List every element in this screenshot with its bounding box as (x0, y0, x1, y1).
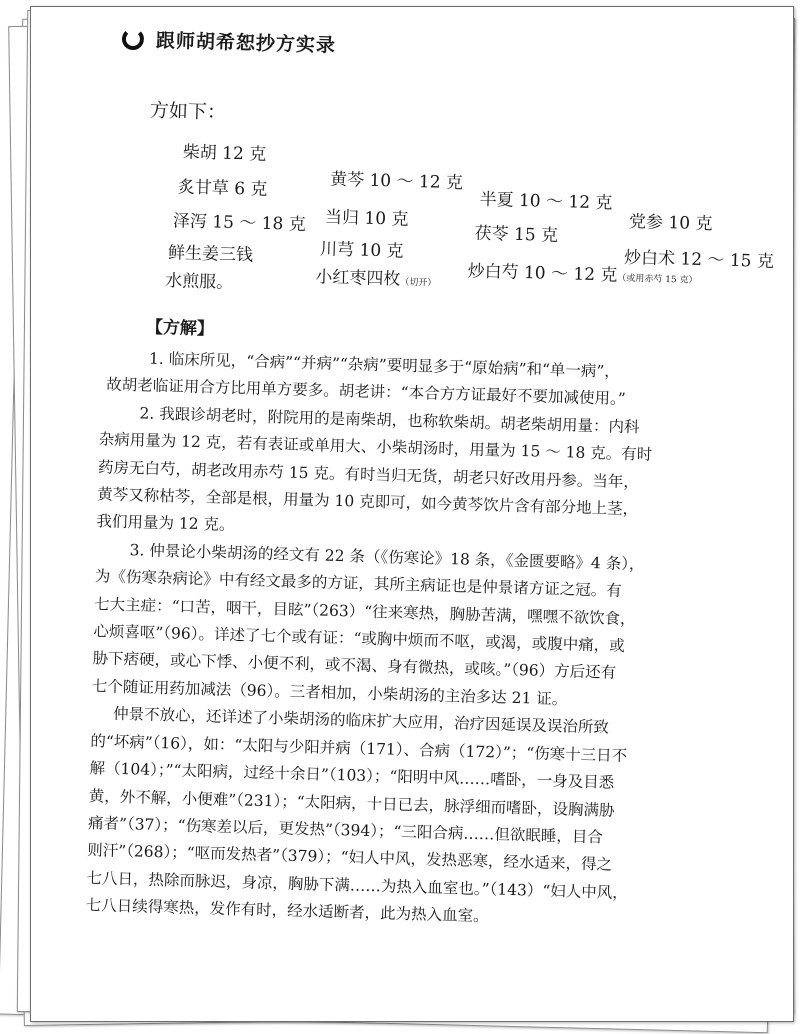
text-line: 2. 我跟诊胡老时，附院用的是南柴胡，也称软柴胡。胡老柴胡用量：内科 (139, 404, 640, 437)
section-heading: 【方解】 (145, 317, 215, 340)
text-line: 的“坏病”（16），如：“太阳与少阳并病（171）、合病（172）”；“伤寒十三日不 (90, 731, 628, 765)
herb-item: 鲜生姜三钱 (167, 243, 254, 266)
text-line: 药房无白芍，胡老改用赤芍 15 克。有时当归无货，胡老只好改用丹参。当年， (97, 457, 640, 491)
text-line: 七个随证用药加减法（96）。三者相加，小柴胡汤的主治多达 21 证。 (91, 677, 568, 709)
herb-item: 党参 10 克 (628, 211, 713, 235)
herb-item: 黄芩 10 ～ 12 克 (329, 169, 464, 194)
herb-item: 炒白芍 10 ～ 12 克（或用赤芍 15 克） (467, 261, 698, 286)
herb-item: 泽泻 15 ～ 18 克 (172, 211, 307, 235)
herb-item: 茯苓 15 克 (474, 223, 559, 246)
text-line: 故胡老临证用合方比用单方要多。胡老讲：“本合方方证最好不要加减使用。” (106, 375, 626, 409)
document-page (30, 6, 794, 1022)
text-line: 仲景不放心，还详述了小柴胡汤的临床扩大应用，治疗因延误及误治所致 (112, 705, 610, 737)
text-line: 七大主症：“口苦，咽干，目眩”（263）“往来寒热，胸胁苦满，嘿嘿不欲饮食， (93, 594, 636, 628)
text-line: 心烦喜呕”（96）。详述了七个或有证：“或胸中烦而不呕，或渴，或腹中痛，或 (93, 622, 626, 656)
page-content (30, 6, 794, 1022)
text-line: 痛者”（37）；“伤寒差以后，更发热”（394）；“三阳合病……但欲眠睡，目合 (87, 814, 604, 847)
text-line: 七八日续得寒热，发作有时，经水适断者，此为热入血室。 (85, 896, 489, 926)
text-line: 黄芩又称枯芩，全部是根，用量为 10 克即可，如今黄芩饮片含有部分地上茎， (96, 485, 639, 519)
herb-note: （或用赤芍 15 克） (617, 273, 698, 286)
analysis-text (85, 344, 741, 937)
logo-icon (122, 27, 145, 50)
text-line: 1. 临床所见，“合病”“并病”“杂病”要明显多于“原始病”和“单一病”， (148, 349, 621, 381)
preparation-instruction: 水煎服。 (164, 271, 234, 293)
herb-item: 炒白术 12 ～ 15 克 (623, 247, 775, 273)
recipe-heading: 方如下： (149, 99, 227, 124)
text-line: 胁下痞硬，或心下悸、小便不利，或不渴、身有微热，或咳。”（96）方后还有 (92, 649, 617, 683)
text-line: 杂病用量为 12 克，若有表证或单用大、小柴胡汤时，用量为 15 ～ 18 克。有时 (98, 430, 653, 464)
herb-item: 当归 10 克 (324, 207, 409, 230)
herb-note: （切开） (400, 277, 437, 289)
herb-item: 柴胡 12 克 (182, 142, 267, 165)
herb-item: 川芎 10 克 (319, 239, 404, 262)
herb-item: 半夏 10 ～ 12 克 (479, 189, 613, 214)
text-line: 则汗”（268）；“呕而发热者”（379）；“妇人中风，发热恶寒，经水适来，得之 (87, 841, 613, 875)
text-line: 3. 仲景论小柴胡汤的经文有 22 条（《伤寒论》18 条，《金匮要略》4 条）， (129, 541, 645, 574)
herb-item: 炙甘草 6 克 (177, 177, 268, 200)
page-header (122, 25, 337, 58)
text-line: 我们用量为 12 克。 (96, 512, 235, 535)
text-line: 为《伤寒杂病论》中有经文最多的方证，其所主病证也是仲景诸方证之冠。有 (94, 567, 622, 601)
text-line: 七八日，热除而脉迟，身凉，胸胁下满……为热入血室也。”（143）“妇人中风， (86, 868, 628, 902)
text-line: 解（104）；”“太阳病，过经十余日”（103）；“阳明中风……嗜卧，一身及目悉 (89, 759, 615, 792)
book-title: 跟师胡希恕抄方实录 (155, 29, 337, 57)
herb-item: 小红枣四枚（切开） (315, 267, 437, 290)
text-line: 黄，外不解，小便难”（231）；“太阳病，十日已去，脉浮细而嗜卧，设胸满胁 (88, 786, 615, 820)
